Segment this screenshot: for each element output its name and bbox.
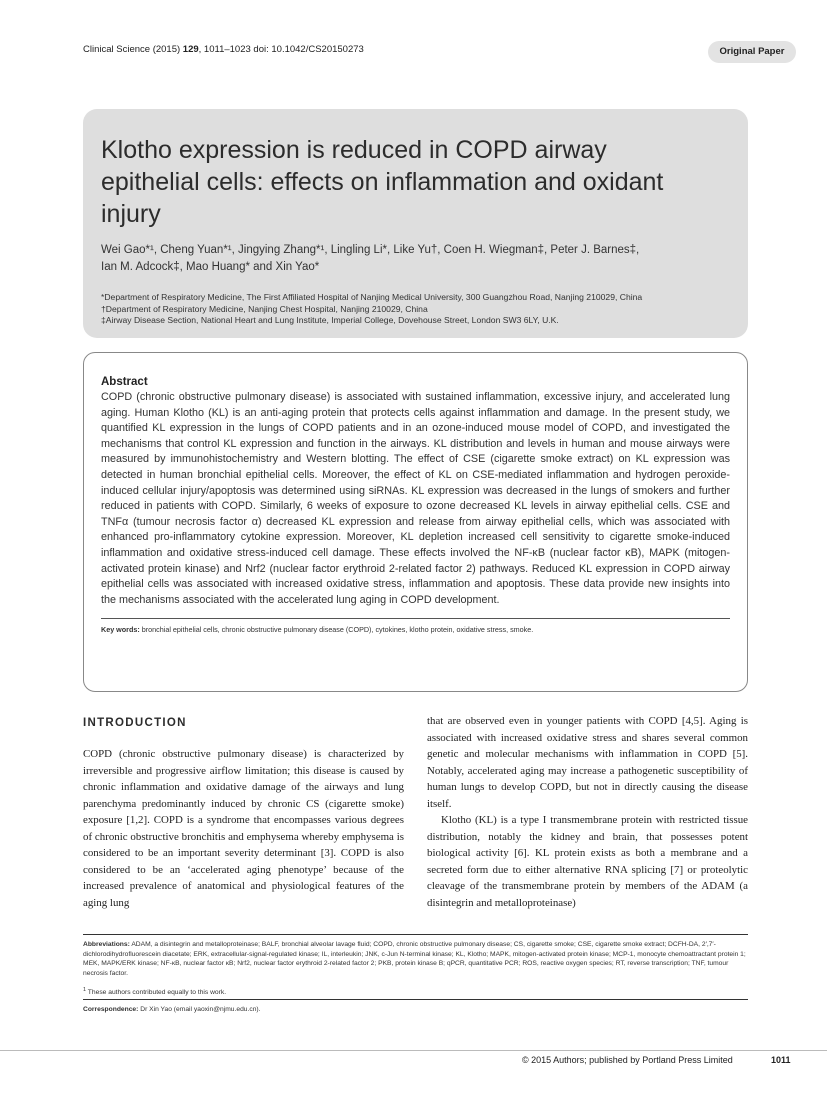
intro-paragraph-2: Klotho (KL) is a type I transmembrane protein with restricted tissue distribution, notably the kidney and brain, that possesses potent biological activity [6]. KL protein exists as both a membrane and a secreted form due to either alternative RNA splicing [7] or proteolytic cleavage of the transmembrane protein by members of the ADAM (a disintegrin and metalloproteinase) xyxy=(427,814,748,909)
intro-paragraph-1-continued: that are observed even in younger patients with COPD [4,5]. Aging is associated with increased oxidative stress and shares several common genetic and molecular mechanisms with inflammation in COPD [5]. Notably, accelerated aging may increase a pathogenetic susceptibility of human lungs to develop COPD, but not in directly causing the disease itself. xyxy=(427,715,748,810)
article-title: Klotho expression is reduced in COPD airway epithelial cells: effects on inflammation and oxidant injury xyxy=(101,136,664,228)
correspondence-text: Dr Xin Yao (email yaoxin@njmu.edu.cn). xyxy=(138,1006,261,1013)
title-panel xyxy=(83,109,748,338)
equal-contribution-note xyxy=(83,987,226,996)
volume-number: 129 xyxy=(182,44,199,55)
keywords xyxy=(101,625,730,635)
abbreviations-text: ADAM, a disintegrin and metalloproteinase; BALF, bronchial alveolar lavage fluid; COPD, chronic obstructive pulmonary disease; CS, cigarette smoke; CSE, cigarette smoke extract; DCFH-DA, 2′,7′-dichlorodihydrofluorescein diacetate; ERK, extracellular-signal-regulated kinase; IL, interleukin; JNK, c-Jun N-terminal kinase; KL, Klotho; MAPK, mitogen-activated protein kinase; MCP-1, monocyte chemoattractant protein 1; MEK, MAPK/ERK kinase; NF-κB, nuclear factor κB; Nrf2, nuclear factor erythroid 2-related factor 2; PKB, protein kinase B; qPCR, quantitative PCR; ROS, reactive oxygen species; RT, reverse transcription; TNF, tumour necrosis factor. xyxy=(83,941,746,977)
left-column xyxy=(83,746,404,911)
correspondence xyxy=(83,1006,261,1013)
authors-line-1: Wei Gao*¹, Cheng Yuan*¹, Jingying Zhang*¹, Lingling Li*, Like Yu†, Coen H. Wiegman‡, Peter J. Barnes‡, xyxy=(101,244,640,256)
keywords-text: bronchial epithelial cells, chronic obstructive pulmonary disease (COPD), cytokines, klotho protein, oxidative stress, smoke. xyxy=(139,625,534,635)
intro-paragraph-1: COPD (chronic obstructive pulmonary disease) is characterized by irreversible and progressive airflow limitation; this disease is caused by chronic inflammation and oxidative damage of the airways and lung parenchyma predominantly induced by chronic CS (cigarette smoke) exposure [1,2]. COPD is a syndrome that encompasses various degrees of chronic obstructive bronchitis and emphysema whereby emphysema is considered to be an important severity determinant [3]. COPD is also considered to be an ‘accelerated aging phenotype’ because of the increased prevalence of anatomical and physiological features of the aging lung xyxy=(83,748,404,909)
keywords-label: Key words: xyxy=(101,625,140,635)
abstract-divider xyxy=(101,618,730,619)
introduction-heading: INTRODUCTION xyxy=(83,717,187,729)
publisher-credit: © 2015 Authors; published by Portland Press Limited xyxy=(522,1055,733,1065)
affiliation-3: ‡Airway Disease Section, National Heart and Lung Institute, Imperial College, Dovehouse Street, London SW3 6LY, U.K. xyxy=(101,315,559,325)
journal-citation xyxy=(83,44,364,55)
page-footer-rule xyxy=(0,1050,827,1051)
authors-line-2: Ian M. Adcock‡, Mao Huang* and Xin Yao* xyxy=(101,261,320,273)
abbreviations xyxy=(83,940,748,978)
page-number: 1011 xyxy=(771,1055,791,1065)
abstract-panel xyxy=(83,352,748,692)
affiliation-2: †Department of Respiratory Medicine, Nanjing Chest Hospital, Nanjing 210029, China xyxy=(101,303,428,314)
author-list xyxy=(101,242,721,276)
journal-name: Clinical Science (2015) xyxy=(83,44,183,55)
correspondence-label: Correspondence: xyxy=(83,1006,139,1013)
abbreviations-label: Abbreviations: xyxy=(83,941,130,948)
affiliations xyxy=(101,292,730,327)
right-column xyxy=(427,713,748,911)
footnote-text: These authors contributed equally to this work. xyxy=(86,989,227,997)
footnote-divider-top xyxy=(83,934,748,935)
footnote-divider-bottom xyxy=(83,999,748,1000)
abstract-heading: Abstract xyxy=(101,376,148,388)
pages-doi: , 1011–1023 doi: 10.1042/CS20150273 xyxy=(198,44,364,55)
abstract-text: COPD (chronic obstructive pulmonary disease) is associated with sustained inflammation, excessive injury, and accelerated lung aging. Human Klotho (KL) is an anti-aging protein that protects cells against inflammation and damage. In the present study, we quantified KL expression in the lungs of COPD patients and in an ozone-induced mouse model of COPD, and investigated the mechanisms that control KL expression and function in the airways. KL distribution and levels in human and mouse airways were measured by immunohistochemistry and Western blotting. The effect of CSE (cigarette smoke extract) on KL expression was detected in human bronchial epithelial cells. Moreover, the effect of KL on CSE-mediated inflammation and hydrogen peroxide-induced cellular injury/apoptosis was determined using siRNAs. KL expression was decreased in the lungs of smokers and further reduced in patients with COPD. Similarly, 6 weeks of exposure to ozone decreased KL levels in airway epithelial cells. CSE and TNFα (tumour necrosis factor α) decreased KL expression and release from airway epithelial cells, which was associated with enhanced pro-inflammatory cytokine expression. Moreover, KL depletion increased cell sensitivity to cigarette smoke-induced inflammation and oxidative stress-induced cell damage. These effects involved the NF-κB (nuclear factor κB), MAPK (mitogen-activated protein kinase) and Nrf2 (nuclear factor erythroid 2-related factor 2) pathways. Reduced KL expression in COPD airway epithelial cells was associated with increased oxidative stress, inflammation and apoptosis. These data provide new insights into the mechanisms associated with the accelerated lung aging in COPD development. xyxy=(101,391,730,606)
article-type-badge: Original Paper xyxy=(708,41,796,63)
affiliation-1: *Department of Respiratory Medicine, The First Affiliated Hospital of Nanjing Medical University, 300 Guangzhou Road, Nanjing 210029, China xyxy=(101,292,643,302)
footnote-mark: 1 xyxy=(83,987,87,993)
